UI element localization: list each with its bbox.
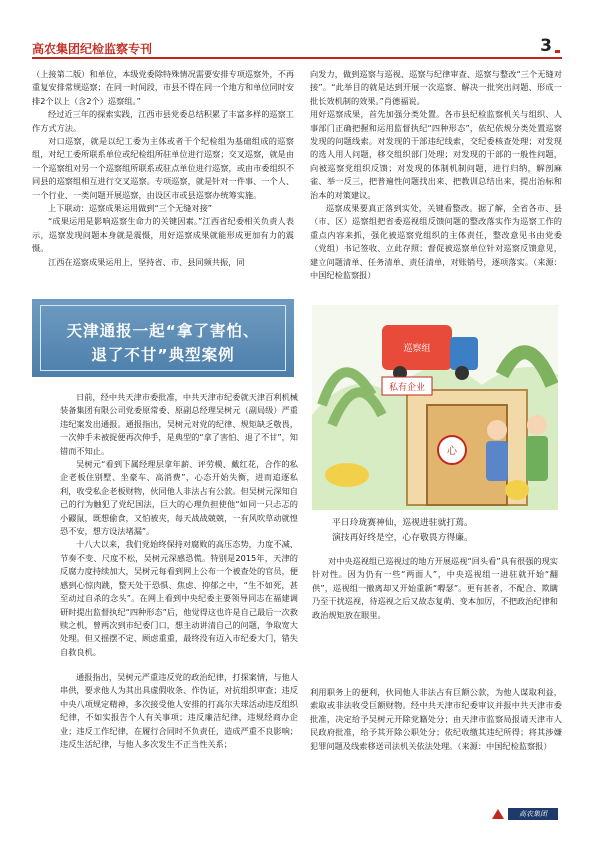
footer-logo: 高农集团	[508, 808, 558, 820]
money-bag-icon	[325, 463, 369, 487]
svg-text:心: 心	[447, 446, 457, 457]
paragraph: 吴树元“看到下属经理层拿年薪、评劳模、戴红花，合作的私企老板住别墅、坐豪车、高消费”，心态开始失衡，进而追逐私利，收受私企老板财物，伙同他人非法占有公款。但吴树元深知自己的行为触犯了党纪国法，巨大的心理负担使他“如同一只忐忑的小鼹鼠，既想偷食，又怕被夹，每天战战兢兢，一有风吹草动就惶恐不安，想方设法堵漏”。	[60, 459, 298, 537]
page-header	[32, 38, 562, 62]
paragraph: 对中央巡视组已巡视过的地方开展巡视“回头看”具有很强的现实针对性。因为仍有一些“两面人”，中央巡视组一进驻就开始“翻供”，巡视组一撤离却又开始重新“嘚瑟”。更有甚者，不配合、欺瞒乃至干扰巡视，待巡视之后又故态复萌、变本加厉，不把政治纪律和政治规矩放在眼里。	[312, 556, 558, 620]
paragraph: 利用职务上的便利，伙同他人非法占有巨额公款，为他人谋取利益，索取或非法收受巨额财物。经中共天津市纪委审议并报中共天津市委批准，决定给予吴树元开除党籍处分；由天津市监察局报请天津市人民政府批准，给予其开除公职处分；依纪收缴其违纪所得；将其涉嫌犯罪问题及线索移送司法机关依法处理。（来源：中国纪检监察报）	[310, 687, 562, 751]
paragraph: 经过近三年的探索实践，江西市县党委总结积累了丰富多样的巡察工作方式方法。	[32, 109, 294, 133]
illustration-caption	[332, 516, 542, 546]
paragraph: 十八大以来，我们党始终保持对腐败的高压态势，力度不减、节奏不变、尺度不松，吴树元深感恐慌。特别是2015年，天津的反腐力度持续加大，吴树元每看到网上公布一个被查处的官员，便感到心惊肉跳，整天处于恐惧、焦虑、抑郁之中，“生不如死，甚至动过自杀的念头”。在网上看到中央纪委主要领导同志在福建调研时提出监督执纪“四种形态”后，他觉得这也许是自己最后一次救赎之机，曾两次到市纪委门口，想主动讲清自己的问题，争取宽大处理。但又摇摆不定、顾虑重重，最终没有迈入市纪委大门，错失自救良机。	[60, 539, 298, 657]
feature-title-box	[32, 299, 294, 377]
paragraph: 对口巡察，就是以纪工委为主体或者干个纪检组为基础组成的巡察组，对纪工委所联系单位或纪检组所驻单位进行巡察；交叉巡察，就是由一个巡察组对另一个巡察组所联系或驻点单位进行巡察，或由市委组织不同县的巡察组相互进行交叉巡察。专项巡察，就是针对一件事、一个人、一个行业、一类问题开展巡察，由设区市或县巡察办统筹实施。	[32, 136, 295, 200]
caption-line: 平日玲珑赛神仙，巡视进驻就打蔫。	[332, 518, 473, 528]
page-number: 3	[540, 36, 552, 56]
svg-text:私有企业: 私有企业	[388, 383, 426, 393]
feature-bottom-left-column	[60, 671, 298, 751]
paragraph: 通报指出，吴树元严重违反党的政治纪律，打探案情，与他人串供，要求他人为其出具虚假收条、作伪证，对抗组织审查；违反中央八项规定精神，多次接受他人安排的打高尔夫球活动违反组织纪律，不如实报告个人有关事项；违反廉洁纪律，违规经商办企业；违反工作纪律，在履行合同时不负责任，造成严重不良影响；违反生活纪律，与他人多次发生不正当性关系；	[60, 672, 298, 750]
paragraph: 江西在巡察成果运用上，坚持省、市、县同频共振，同	[48, 256, 245, 267]
paragraph: 向发力，做到巡察与巡视、巡察与纪律审查、巡察与整改“三个无缝对接”。“此举目的就是达到开展一次巡察、解决一批突出问题、形成一批长效机制的效果。”肖德福说。	[310, 69, 562, 106]
article-top-left-column	[32, 68, 294, 269]
paragraph: （上接第二版）和单位，本级党委除特殊情况需要安排专项巡察外，不再重复安排常规巡察；在同一时间段，市县不得在同一个地方和单位同时安排2个以上（含2个）巡察组。”	[32, 69, 295, 106]
feature-title-line2: 退了不甘”典型案例	[91, 346, 235, 364]
figure	[526, 436, 548, 481]
money-bag-icon	[505, 480, 529, 500]
page-number-accent	[555, 50, 560, 53]
paragraph: 巡察成果要真正落到实处，关键看整改。据了解，全省各市、县（市、区）巡察组把省委巡视组反馈问题的整改落实作为巡察工作的重点内容来抓，强化被巡察党组织的主体责任，整改意见书由党委（党组）书记签收、立此存照；督促被巡察单位针对巡察反馈意见，建立问题清单、任务清单、责任清单，对账销号，逐项落实。（来源：中国纪检监察报）	[310, 203, 562, 281]
caption-line: 演技再好终是空，心存敬畏方得廉。	[332, 533, 473, 543]
paragraph: “成果运用是影响巡察生命力的关键因素。”江西省纪委相关负责人表示，巡察发现问题本身就是震慑，用好巡察成果就能形成更加有力的震慑。	[32, 216, 294, 254]
feature-middle-right-column	[312, 555, 558, 622]
paragraph: 用好巡察成果，首先加强分类处置。各市县纪检监察机关与组织、人事部门正确把握和运用监督执纪“四种形态”，依纪依规分类处置巡察发现的问题线索。对发现的干部违纪线索，交纪委核查处理；对发现的选人用人问题，移交组织部门处理；对发现的干部的一般性问题，向被巡察党组织反馈；对发现的体制机制问题，进行归纳，解剖麻雀、举一反三，把普遍性问题找出来、把教训总结出来，提出治标和治本的对策建议。	[310, 109, 562, 200]
cartoon-illustration	[312, 305, 558, 510]
header-rule	[32, 57, 562, 59]
svg-text:巡察组: 巡察组	[403, 344, 431, 354]
figure	[486, 441, 508, 481]
subheading: 上下联动：巡察成果运用做到“三个无缝对接”	[48, 203, 213, 214]
paragraph: 日前，经中共天津市委批准，中共天津市纪委就天津百利机械装备集团有限公司党委原常委、原副总经理吴树元（副局级）严重违纪案发出通报。通报指出，吴树元对党的纪律、规矩缺乏敬畏，一次伸手未被捉便再次伸手，是典型的“拿了害怕、退了不甘”，知错而不知止。	[60, 392, 298, 456]
footer-logo-mark-icon	[492, 809, 504, 819]
article-top-right-column	[310, 68, 562, 283]
publication-title: 高农集团纪检监察专刊	[32, 42, 153, 56]
feature-bottom-right-column	[310, 686, 562, 753]
feature-middle-left-column	[60, 391, 298, 659]
feature-title-line1: 天津通报一起“拿了害怕、	[66, 322, 260, 340]
